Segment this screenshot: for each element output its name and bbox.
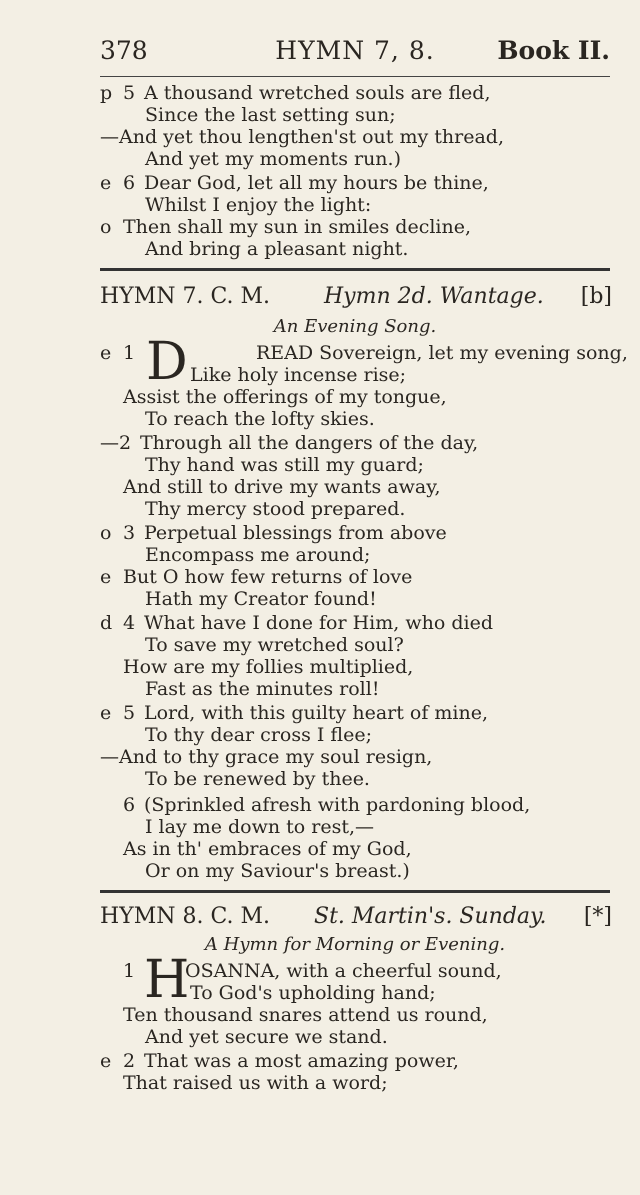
- hymn-7-heading: [100, 284, 612, 312]
- verse-line: Like holy incense rise;: [190, 364, 407, 386]
- verse-line: And yet secure we stand.: [145, 1026, 388, 1048]
- header-title: HYMN 7, 8.: [275, 36, 435, 65]
- verse-line: e 6 Dear God, let all my hours be thine,: [100, 172, 489, 194]
- verse-line: That raised us with a word;: [123, 1072, 388, 1094]
- verse-line: And yet my moments run.): [145, 148, 401, 170]
- verse-line: o Then shall my sun in smiles decline,: [100, 216, 472, 238]
- verse-line: I lay me down to rest,—: [145, 816, 375, 838]
- hymn-tune: Hymn 2d. Wantage.: [324, 284, 544, 309]
- book-label: Book II.: [497, 36, 610, 65]
- verse-line: —And yet thou lengthen'st out my thread,: [100, 126, 504, 148]
- hymn-title: HYMN 8. C. M.: [100, 904, 271, 929]
- verse-line: To save my wretched soul?: [145, 634, 404, 656]
- hymn-subtitle: A Hymn for Morning or Evening.: [204, 934, 506, 955]
- verse-line: Ten thousand snares attend us round,: [123, 1004, 488, 1026]
- hymn-title: HYMN 7. C. M.: [100, 284, 271, 309]
- verse-line: —And to thy grace my soul resign,: [100, 746, 433, 768]
- verse-line: Thy hand was still my guard;: [145, 454, 424, 476]
- section-rule: [100, 268, 610, 271]
- verse-line: p 5 A thousand wretched souls are fled,: [100, 82, 491, 104]
- drop-cap: H: [144, 950, 190, 1010]
- verse-line: Fast as the minutes roll!: [145, 678, 380, 700]
- hymn-tune: St. Martin's. Sunday.: [314, 904, 547, 929]
- header-rule: [100, 76, 610, 77]
- verse-line: o 3 Perpetual blessings from above: [100, 522, 447, 544]
- verse-line: —2 Through all the dangers of the day,: [100, 432, 479, 454]
- verse-line: 6 (Sprinkled afresh with pardoning blood,: [123, 794, 531, 816]
- verse-line: 1: [123, 960, 136, 982]
- verse-line: To thy dear cross I flee;: [145, 724, 372, 746]
- verse-line: Or on my Saviour's breast.): [145, 860, 410, 882]
- verse-line: And bring a pleasant night.: [145, 238, 409, 260]
- verse-line: Since the last setting sun;: [145, 104, 396, 126]
- verse-line: e 2 That was a most amazing power,: [100, 1050, 459, 1072]
- verse-line: e 1: [100, 342, 136, 364]
- meter-code: [*]: [583, 904, 612, 929]
- hymn-8-heading: [100, 904, 612, 932]
- verse-line: d 4 What have I done for Him, who died: [100, 612, 493, 634]
- verse-line: To reach the lofty skies.: [145, 408, 375, 430]
- verse-line: OSANNA, with a cheerful sound,: [185, 960, 502, 982]
- verse-line: To be renewed by thee.: [145, 768, 370, 790]
- verse-line: Thy mercy stood prepared.: [145, 498, 406, 520]
- verse-line: Encompass me around;: [145, 544, 371, 566]
- section-rule: [100, 890, 610, 893]
- drop-cap: D: [146, 332, 188, 392]
- verse-line: e 5 Lord, with this guilty heart of mine,: [100, 702, 489, 724]
- verse-line: To God's upholding hand;: [190, 982, 436, 1004]
- verse-line: And still to drive my wants away,: [123, 476, 441, 498]
- verse-line: As in th' embraces of my God,: [123, 838, 412, 860]
- verse-line: Whilst I enjoy the light:: [145, 194, 372, 216]
- verse-line: Assist the offerings of my tongue,: [123, 386, 447, 408]
- page-number: 378: [100, 36, 148, 65]
- verse-line: e But O how few returns of love: [100, 566, 413, 588]
- verse-line: Hath my Creator found!: [145, 588, 377, 610]
- verse-line: READ Sovereign, let my evening song,: [256, 342, 628, 364]
- verse-line: How are my follies multiplied,: [123, 656, 414, 678]
- meter-code: [b]: [580, 284, 612, 309]
- running-header: [100, 36, 610, 70]
- hymn-subtitle: An Evening Song.: [273, 316, 437, 337]
